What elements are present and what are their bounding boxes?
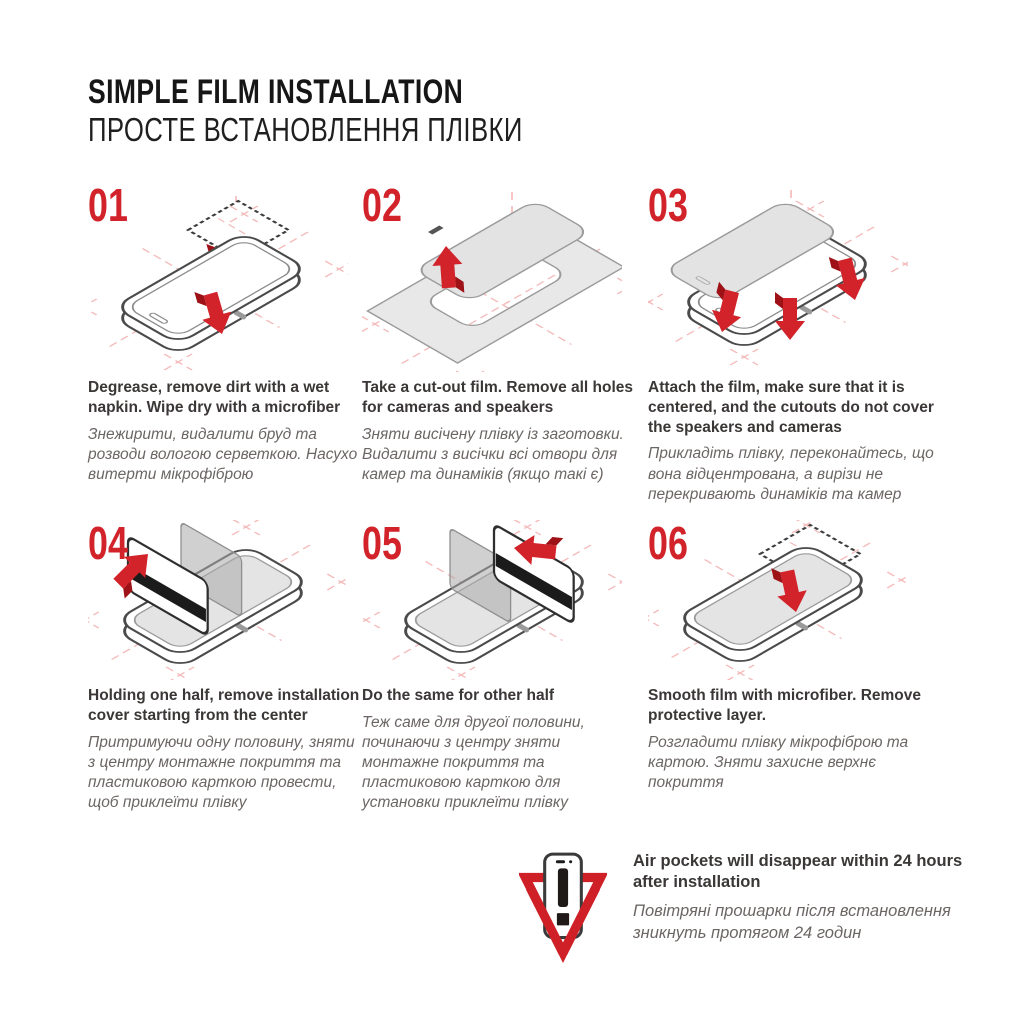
step-text-en: Smooth film with microfiber. Remove protective layer. bbox=[648, 687, 922, 724]
step-text-ua: Зняти висічену плівку із заготовки. Видалити з висічки всі отвори для камер та динаміків (якщо такі є) bbox=[362, 425, 624, 483]
step-text-ua: Теж саме для другої половини, починаючи з центру зняти монтажне покриття та пластиковою карткою для установки приклеїти плівку bbox=[362, 713, 585, 812]
step-text-ua: Знежирити, видалити бруд та розводи вологою серветкою. Насухо витерти мікрофіброю bbox=[88, 425, 358, 483]
step-text-en: Holding one half, remove installation cover starting from the center bbox=[88, 687, 360, 724]
step-text-en: Take a cut-out film. Remove all holes for cameras and speakers bbox=[362, 379, 634, 416]
title-english: SIMPLE FILM INSTALLATION bbox=[88, 73, 464, 111]
step-number: 04 bbox=[88, 517, 128, 569]
step-05 bbox=[362, 517, 634, 814]
warning-note bbox=[519, 849, 963, 963]
step-text-en: Degrease, remove dirt with a wet napkin. Wipe dry with a microfiber bbox=[88, 379, 341, 416]
warning-text-en: Air pockets will disappear within 24 hours after installation bbox=[633, 852, 963, 892]
step-text-en: Do the same for other half bbox=[362, 687, 555, 704]
step-number: 02 bbox=[362, 179, 402, 231]
page-title bbox=[88, 74, 645, 148]
step-01 bbox=[88, 179, 360, 485]
step-06 bbox=[648, 517, 938, 793]
step-number: 06 bbox=[648, 517, 688, 569]
step-03 bbox=[648, 179, 938, 505]
step-text-en: Attach the film, make sure that it is centered, and the cutouts do not cover the speakers and cameras bbox=[648, 379, 934, 436]
warning-text-ua: Повітряні прошарки після встановлення зникнуть протягом 24 годин bbox=[633, 901, 951, 942]
step-number: 05 bbox=[362, 517, 402, 569]
step-text-ua: Розгладити плівку мікрофіброю та картою. Зняти захисне верхнє покриття bbox=[648, 733, 909, 791]
step-number: 01 bbox=[88, 179, 128, 231]
step-04 bbox=[88, 517, 360, 813]
warning-triangle-phone-icon bbox=[519, 849, 607, 963]
step-text-ua: Прикладіть плівку, переконайтесь, що вона відцентрована, а вирізи не перекривають динаміків та камер bbox=[648, 445, 934, 503]
step-number: 03 bbox=[648, 179, 688, 231]
step-text-ua: Притримуючи одну половину, зняти з центру монтажне покриття та пластиковою карткою провести, щоб приклеїти плівку bbox=[88, 733, 355, 812]
step-02 bbox=[362, 179, 634, 485]
title-ukrainian: ПРОСТЕ ВСТАНОВЛЕННЯ ПЛІВКИ bbox=[88, 111, 523, 148]
